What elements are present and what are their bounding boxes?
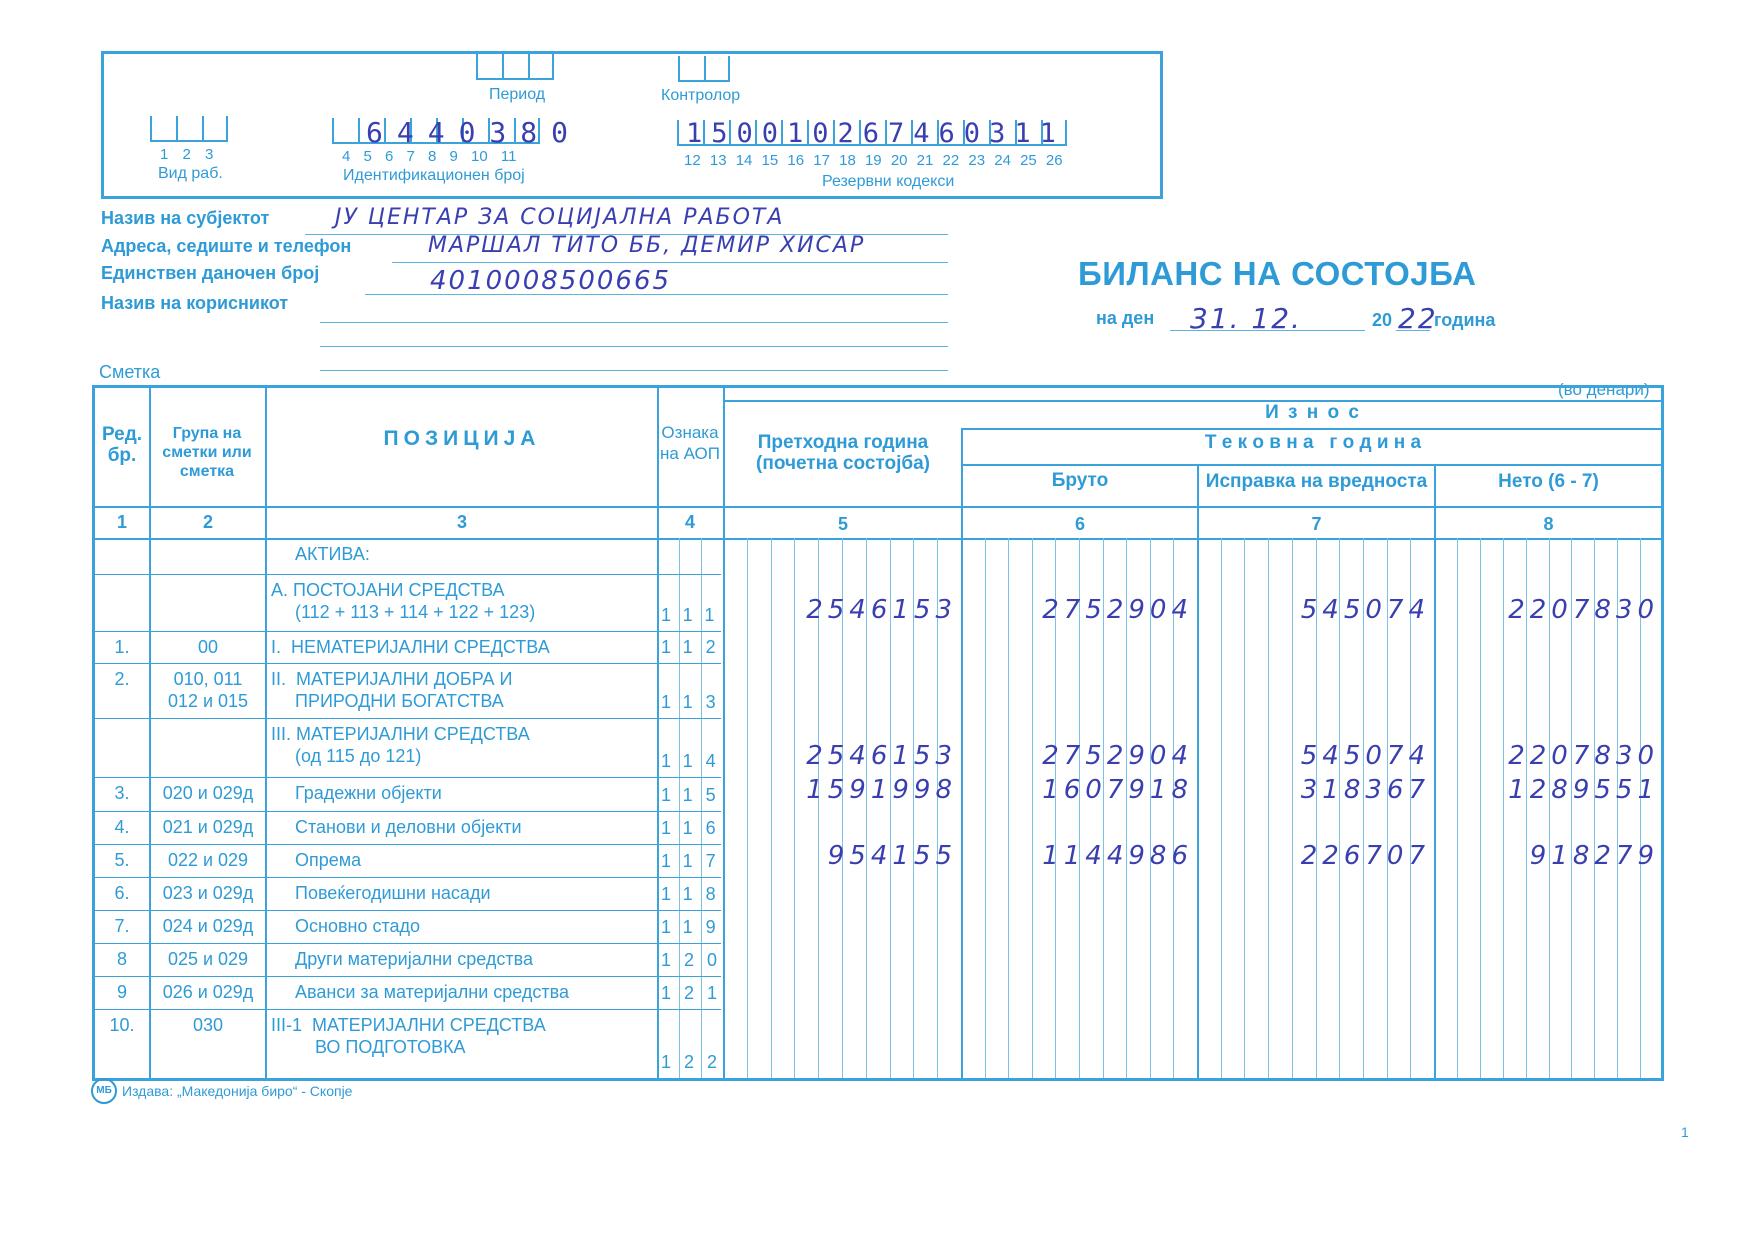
user-line-3 (320, 346, 948, 371)
row-group: 026 и 029д (162, 982, 254, 1002)
subject-value: ЈУ ЦЕНТАР ЗА СОЦИЈАЛНА РАБОТА (335, 205, 785, 230)
row-position: Опрема (295, 850, 362, 870)
control-boxes (678, 56, 730, 82)
col-num-1: 1 (116, 512, 127, 532)
page-title: БИЛАНС НА СОСТОЈБА (1078, 255, 1477, 292)
row-divider (95, 777, 721, 778)
col-num-4: 4 (684, 512, 695, 532)
period-boxes (476, 54, 554, 80)
control-label: Контролор (661, 87, 741, 104)
row-position-2: (од 115 до 121) (295, 746, 422, 766)
col5-header: Претходна година (почетна состојба) (756, 432, 930, 474)
row-aop: 120 (661, 950, 731, 970)
amount-c8: 1289551 (1508, 775, 1659, 805)
page-number: 1 (1681, 1124, 1689, 1140)
col-num-2: 2 (202, 512, 213, 532)
row-aop: 115 (661, 785, 729, 805)
row-divider (95, 631, 721, 632)
row-divider (95, 877, 721, 878)
currency-note: (во денари) (1558, 380, 1650, 399)
amount-c5: 2546153 (806, 741, 957, 771)
reserve-nums: 12 13 14 15 16 17 18 19 20 21 22 23 24 25 26 (684, 152, 1063, 169)
col-num-8: 8 (1543, 514, 1554, 534)
row-group: 020 и 029д (162, 783, 254, 803)
amount-c7: 226707 (1300, 841, 1430, 871)
row-number: 7. (114, 916, 130, 936)
col-num-6: 6 (1074, 514, 1085, 534)
row-divider (95, 718, 721, 719)
work-type-label: Вид раб. (158, 165, 223, 182)
row-divider (95, 663, 721, 664)
row-divider (95, 910, 721, 911)
col1-header: Ред. бр. (101, 424, 143, 466)
row-aop: 111 (661, 605, 728, 625)
amount-c5: 2546153 (806, 595, 957, 625)
col4-header: Ознака на АОП (660, 423, 720, 463)
year-value: 22 (1398, 302, 1438, 335)
row-number: 3. (114, 783, 130, 803)
row-position: А. ПОСТОЈАНИ СРЕДСТВА (271, 580, 505, 600)
row-divider (95, 943, 721, 944)
tax-value: 4010008500665 (430, 266, 672, 296)
id-value: 6440380 (366, 116, 583, 149)
row-aop: 113 (661, 692, 729, 712)
row-aop: 122 (661, 1052, 731, 1072)
amount-c5: 954155 (827, 841, 957, 871)
row-divider (95, 574, 721, 575)
col6-header: Бруто (1051, 470, 1109, 491)
amount-c6: 1607918 (1042, 775, 1193, 805)
row-aop: 114 (661, 751, 729, 771)
col-num-5: 5 (837, 514, 848, 534)
year-suffix: година (1434, 310, 1496, 330)
amount-c6: 2752904 (1042, 595, 1193, 625)
row-aop: 119 (661, 917, 729, 937)
row-group: 025 и 029 (167, 949, 249, 969)
row-position: I. НЕМАТЕРИЈАЛНИ СРЕДСТВА (271, 637, 550, 657)
row-divider (95, 811, 721, 812)
amount-c8: 2207830 (1508, 595, 1659, 625)
col-num-3: 3 (456, 512, 467, 532)
publisher-logo: МБ (91, 1078, 117, 1104)
year-prefix: 20 (1372, 310, 1393, 330)
row-group: 023 и 029д (162, 883, 254, 903)
row-position: III. МАТЕРИЈАЛНИ СРЕДСТВА (271, 724, 530, 744)
col-num-7: 7 (1311, 514, 1322, 534)
row-position-2: (112 + 113 + 114 + 122 + 123) (295, 602, 536, 622)
row-position: Други материјални средства (295, 949, 533, 969)
row-position-2: ПРИРОДНИ БОГАТСТВА (295, 691, 504, 711)
work-type-boxes (150, 116, 228, 142)
id-nums: 4 5 6 7 8 9 10 11 (342, 148, 517, 165)
row-number: 2. (114, 669, 130, 689)
account-label: Сметка (99, 362, 161, 382)
row-position: III-1 МАТЕРИЈАЛНИ СРЕДСТВА (271, 1015, 546, 1035)
amount-c7: 318367 (1300, 775, 1430, 805)
row-group: 010, 011 (173, 669, 243, 689)
row-aop: 117 (661, 851, 729, 871)
amount-c6: 1144986 (1042, 841, 1193, 871)
user-line-1 (320, 298, 948, 323)
row-divider (95, 844, 721, 845)
id-label: Идентификационен број (343, 167, 525, 184)
amount-c8: 918279 (1529, 841, 1659, 871)
row-aop: 112 (661, 637, 729, 657)
date-value: 31. 12. (1190, 302, 1302, 335)
iznos-header: И з н о с (1265, 402, 1361, 423)
on-day-label: на ден (1096, 308, 1155, 328)
row-position: II. МАТЕРИЈАЛНИ ДОБРА И (271, 669, 513, 689)
balance-table (92, 385, 1664, 1081)
row-position: АКТИВА: (295, 544, 370, 564)
address-value: МАРШАЛ ТИТО ББ, ДЕМИР ХИСАР (428, 233, 866, 258)
row-number: 5. (114, 850, 130, 870)
user-label: Назив на корисникот (101, 293, 289, 313)
row-group: 00 (197, 637, 219, 657)
row-group: 021 и 029д (162, 817, 254, 837)
row-divider (95, 976, 721, 977)
tekovna-header: Т е к о в н а г о д и н а (1204, 432, 1422, 453)
period-label: Период (489, 86, 546, 103)
row-number: 4. (114, 817, 130, 837)
row-group: 030 (192, 1015, 224, 1035)
amount-c7: 545074 (1300, 595, 1430, 625)
row-aop: 121 (661, 983, 731, 1003)
row-position: Станови и деловни објекти (295, 817, 522, 837)
row-number: 9 (116, 982, 127, 1002)
row-group-2: 012 и 015 (167, 691, 249, 711)
row-aop: 116 (661, 818, 729, 838)
row-position: Основно стадо (295, 916, 421, 936)
reserve-label: Резервни кодекси (822, 173, 955, 190)
row-number: 10. (109, 1015, 135, 1035)
row-position: Градежни објекти (295, 783, 442, 803)
row-group: 024 и 029д (162, 916, 254, 936)
col2-header: Група на сметки или сметка (162, 425, 252, 480)
work-type-nums: 1 2 3 (160, 146, 214, 163)
row-position-2: ВО ПОДГОТОВКА (315, 1037, 466, 1057)
col8-header: Нето (6 - 7) (1498, 471, 1599, 492)
col7-header: Исправка на вредноста (1205, 471, 1428, 492)
amount-c6: 2752904 (1042, 741, 1193, 771)
row-number: 8 (116, 949, 127, 969)
tax-label: Единствен даночен број (101, 263, 320, 283)
amount-c8: 2207830 (1508, 741, 1659, 771)
row-number: 1. (114, 637, 130, 657)
amount-c5: 1591998 (806, 775, 957, 805)
reserve-value: 150010267460311 (686, 118, 1065, 149)
row-number: 6. (114, 883, 130, 903)
row-position: Повеќегодишни насади (295, 883, 491, 903)
amount-c7: 545074 (1300, 741, 1430, 771)
user-line-2 (320, 322, 948, 347)
row-position: Аванси за материјални средства (295, 982, 569, 1002)
row-divider (95, 1009, 721, 1010)
row-group: 022 и 029 (167, 850, 249, 870)
row-aop: 118 (661, 884, 729, 904)
col3-header: ПОЗИЦИЈА (383, 427, 541, 450)
address-label: Адреса, седиште и телефон (101, 236, 352, 256)
publisher-text: Издава: „Македонија биро“ - Скопје (122, 1083, 353, 1099)
subject-label: Назив на субјектот (101, 208, 270, 228)
